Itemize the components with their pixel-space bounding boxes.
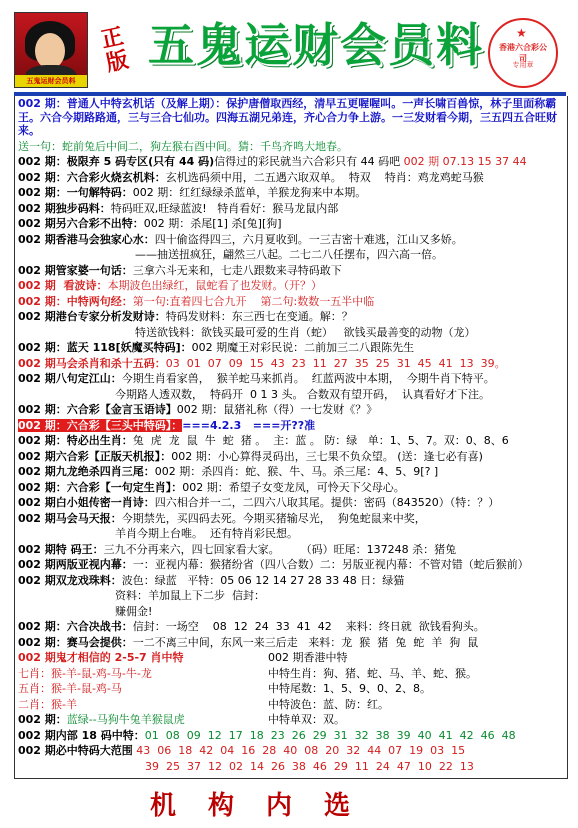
tip-text: 03 01 07 09 15 43 23 11 27 35 25 31 45 41 13 39。: [165, 356, 506, 370]
tip-text: 002 期魔王对彩民说：二前加三二八跟陈先生: [191, 341, 415, 354]
tip-row: [15, 619, 567, 635]
tip-text: 波色：绿蓝 平特：05 06 12 14 27 28 33 48 日：绿猫: [121, 573, 405, 587]
tip-row: [15, 185, 567, 201]
tip-row: [15, 635, 567, 651]
page-title: 五鬼运财会员料: [148, 18, 484, 72]
tip-text: 特码旺双,旺绿蓝波! 特肖看好：猴马龙鼠内部: [110, 201, 339, 215]
tip-text: 三拿六斗无来和，七走八跟数来寻特码敢下: [132, 263, 342, 277]
tip-row: [15, 402, 567, 418]
tip-row: [15, 557, 567, 573]
tip-text: 中特生肖：狗、猪、蛇、马、羊、蛇、猴。: [268, 666, 477, 680]
tip-row: [15, 464, 567, 480]
tip-row: ——抽送扭疯狂，翩然三八起。二七二八任摆布，四六高一倍。: [135, 248, 443, 261]
tip-row: [15, 728, 567, 744]
company-seal: [488, 18, 558, 88]
tip-row: [15, 170, 567, 186]
tip-label: 002 期六合彩【正版天机报】：: [18, 449, 172, 463]
tip-text: 七肖：猴-羊-鼠-鸡-马-牛-龙: [18, 666, 152, 680]
tip-row: [15, 340, 567, 356]
tip-text: 中特尾数：1、5、9、0、2、8。: [268, 682, 431, 695]
tip-text: 玄机选码须中用，二五遇六取双单。 特双 特肖：鸡龙鸡蛇马猴: [165, 170, 484, 184]
tip-text: 四十偷盗得四三，六月夏收到。一三吉密十难逃，江山又多娇。: [154, 232, 463, 246]
tip-row: [15, 480, 567, 496]
tip-text: 三九不分再来六，四七回家看大家。 （码）旺尾：137248 杀：猪兔: [103, 542, 457, 556]
tip-text: 今期禁先，买四码去死。今期买猪输尽光， 狗兔蛇鼠来中奖，: [121, 511, 426, 525]
tip-text: 今期生肖看家兽， 猴羊蛇马来抓肖。 红蓝两波中本期， 今期牛肖下特平。: [121, 372, 495, 385]
tip-text: 二肖：猴-羊: [18, 697, 77, 711]
tip-text: 43 06 18 42 04 16 28 40 08 20 32 44 07 19 03 15: [136, 744, 466, 757]
tip-text: 信得过的彩民就当六合彩只有 44 码吧: [214, 155, 401, 168]
tip-row: [15, 511, 567, 527]
tip-text: 002 期：鼠猪礼称（得）一七发财《？》: [176, 403, 378, 416]
tip-row: 资料：羊加鼠上下二步 信封：: [115, 589, 265, 602]
tip-label: 002 期内部 18 码中特：: [18, 728, 145, 742]
seal-bottom-text: 专用章: [512, 61, 534, 69]
tip-label: 002 期双龙戏珠料：: [18, 573, 122, 587]
tip-label: 002 期：六合彩【金言玉语诗】: [18, 403, 177, 416]
tip-row: [15, 573, 567, 589]
tip-label: 002 期白小姐传密一肖诗：: [18, 496, 155, 509]
tip-label: 002 期马会杀肖和杀十五码：: [18, 356, 166, 370]
tip-row: [15, 681, 567, 697]
tip-label: 002 期：中特两句经：: [18, 294, 133, 308]
tip-row: [15, 743, 567, 759]
portrait-image: [14, 12, 88, 88]
tip-row: [15, 418, 567, 434]
tip-label: 002 期：六合决战书：: [18, 620, 133, 633]
tip-text: 五肖：猴-羊-鼠-鸡-马: [18, 682, 122, 695]
tip-label: 002 期九龙绝杀四肖三尾：: [18, 465, 155, 478]
tip-row: [15, 449, 567, 465]
tip-label: 002 期：六合彩【一句定生肖】：: [18, 480, 183, 494]
tip-row: 送一句：蛇前兔后中间二，狗左猴右酉中间。猜：千鸟齐鸣大地春。: [18, 139, 348, 153]
genuine-stamp: 正版: [98, 23, 131, 77]
portrait-face: [35, 33, 65, 69]
tip-row: [15, 433, 567, 449]
tip-label: 002 期：极限弃 5 码专区(只有 44 码): [18, 155, 215, 168]
tip-label: 002 期独步码料：: [18, 201, 111, 215]
tip-row: 特送欲钱料：欲钱买最可爱的生肖（蛇） 欲钱买最善变的动物（龙）: [135, 325, 476, 339]
tip-label: 002 期特 码王：: [18, 542, 104, 556]
tip-label: 002 期：六合彩火烧玄机料：: [18, 170, 166, 184]
tip-label: 002 期港台专家分析发财诗：: [18, 310, 166, 323]
tip-text: 002 期香港中特: [268, 651, 348, 664]
seal-star-icon: ★: [516, 26, 527, 40]
tip-label: 002 期必中特码大范围: [18, 744, 133, 757]
tip-row: [15, 216, 567, 232]
seal-top-text: 香港六合彩公司: [499, 43, 547, 63]
tip-row: [15, 650, 567, 666]
tip-text: ===4.2.3 ===开??准: [182, 418, 316, 432]
tip-label: 002 期：蓝天 118[妖魔买特码]：: [18, 341, 192, 354]
tip-text: 特码发财料：东三西七在变通。解：？: [165, 310, 353, 323]
tip-text: 01 08 09 12 17 18 23 26 29 31 32 38 39 40 41 42 46 48: [144, 728, 516, 742]
tip-text: 中特单双：双。: [268, 713, 345, 726]
tip-label: 002 期马会马天报：: [18, 511, 122, 525]
tip-label: 002 期：六合彩【三头中特码】：: [18, 418, 183, 432]
tip-text: 第一句:直着四七合九开 第二句:数数一五半中临: [132, 294, 375, 308]
tip-label: 002 期香港马会独家心水：: [18, 232, 155, 246]
tip-row: [15, 495, 567, 511]
tip-text: 四六相合并一二，二四六八取其尾。提供：密码（843520）（特：？）: [154, 496, 500, 509]
tip-label: 002 期两版亚视内幕：: [18, 558, 133, 571]
tip-row: [15, 542, 567, 558]
tip-row: 赚佣金!: [115, 604, 153, 618]
tip-text: 002 期 07.13 15 37 44: [403, 155, 527, 168]
tip-text: 002 期：红红绿绿杀蓝单，羊猴龙狗来中本期。: [132, 186, 367, 199]
tip-text: 一：亚视内幕：猴猪纷省（四八合数）二：另版亚视内幕：不管对错（蛇后猴前）: [132, 558, 529, 571]
tip-row: [15, 294, 567, 310]
tip-text: 兔 虎 龙 鼠 牛 蛇 猪 。 主：蓝 。 防：绿 单：1、5、7。双：0、8、6: [132, 434, 509, 447]
tip-row: [15, 154, 567, 170]
tip-label: 002 期八句定江山：: [18, 372, 122, 385]
tip-cell: [18, 713, 268, 727]
tip-row: [15, 697, 567, 713]
footer-slogan: 机构内选: [150, 791, 383, 821]
tip-row: 今期路人透双数， 特码开 0 1 3 头。 合数双有望开码， 认真看好才下注。: [115, 387, 490, 401]
tip-label: 002 期管家婆一句话：: [18, 263, 133, 277]
tip-row: [15, 371, 567, 387]
tip-row: [15, 356, 567, 372]
tip-label: 002 期：赛马会提供：: [18, 635, 133, 649]
tip-row: [15, 201, 567, 217]
tip-row: 39 25 37 12 02 14 26 38 46 29 11 24 47 10 22 13: [145, 759, 474, 773]
tip-row: [15, 666, 567, 682]
tip-row: [15, 232, 567, 248]
tip-label: 002 期：一句解特码：: [18, 186, 133, 199]
tip-row: [15, 278, 567, 294]
tip-text: 蓝绿--马狗牛兔羊猴鼠虎: [66, 713, 185, 726]
tip-text: 002 期：杀尾[1] 杀[兔][狗]: [143, 217, 282, 230]
tip-row: [15, 263, 567, 279]
tip-row: 002 期：普通人中特玄机话（及解上期）：保护唐僧取西经，清早五更喔喔叫。一声长啸百兽惊，林子里面称霸王。六合今期路路通，三与三合七仙功。四海五湖兄弟连，齐心合力争上游。一三发财看今期，三五四五合旺财来。: [18, 97, 557, 137]
portrait-caption: 五鬼运财会员料: [15, 75, 87, 87]
tip-text: 信封：一场空 08 12 24 33 41 42 来料：终日就 欲钱看狗头。: [132, 620, 485, 633]
tip-label: 002 期 看波诗：: [18, 279, 108, 292]
tip-label: 002 期：: [18, 713, 67, 726]
tip-row: [15, 309, 567, 325]
header: [0, 0, 578, 94]
tip-text: 本期波色出绿红，鼠蛇看了也发财。（开？）: [107, 279, 322, 292]
tip-row: [15, 712, 567, 728]
tips-content: [14, 96, 568, 779]
tip-text: 002 期：杀四肖：蛇、猴、牛、马。杀三尾：4、5、9[? ]: [154, 465, 439, 478]
tip-text: 中特波色：蓝、防：红。: [268, 697, 389, 711]
tip-row: 羊肖今期上台唯。 还有特肖彩民想。: [115, 527, 298, 540]
tip-text: 002 期：希望子女变龙凤，可怜天下父母心。: [182, 480, 405, 494]
tip-label: 002 期另六合彩不出特：: [18, 217, 144, 230]
tip-text: 一二不离三中间，东风一来三后走 来料：龙 猴 猪 兔 蛇 羊 狗 鼠: [132, 635, 479, 649]
tip-text: 002 期：小心算得灵码出，三七果不负众望。 (送：逢七必有喜): [171, 449, 483, 463]
tip-label: 002 期鬼才相信的 2-5-7 肖中特: [18, 651, 184, 664]
tip-label: 002 期：特必出生肖：: [18, 434, 133, 447]
